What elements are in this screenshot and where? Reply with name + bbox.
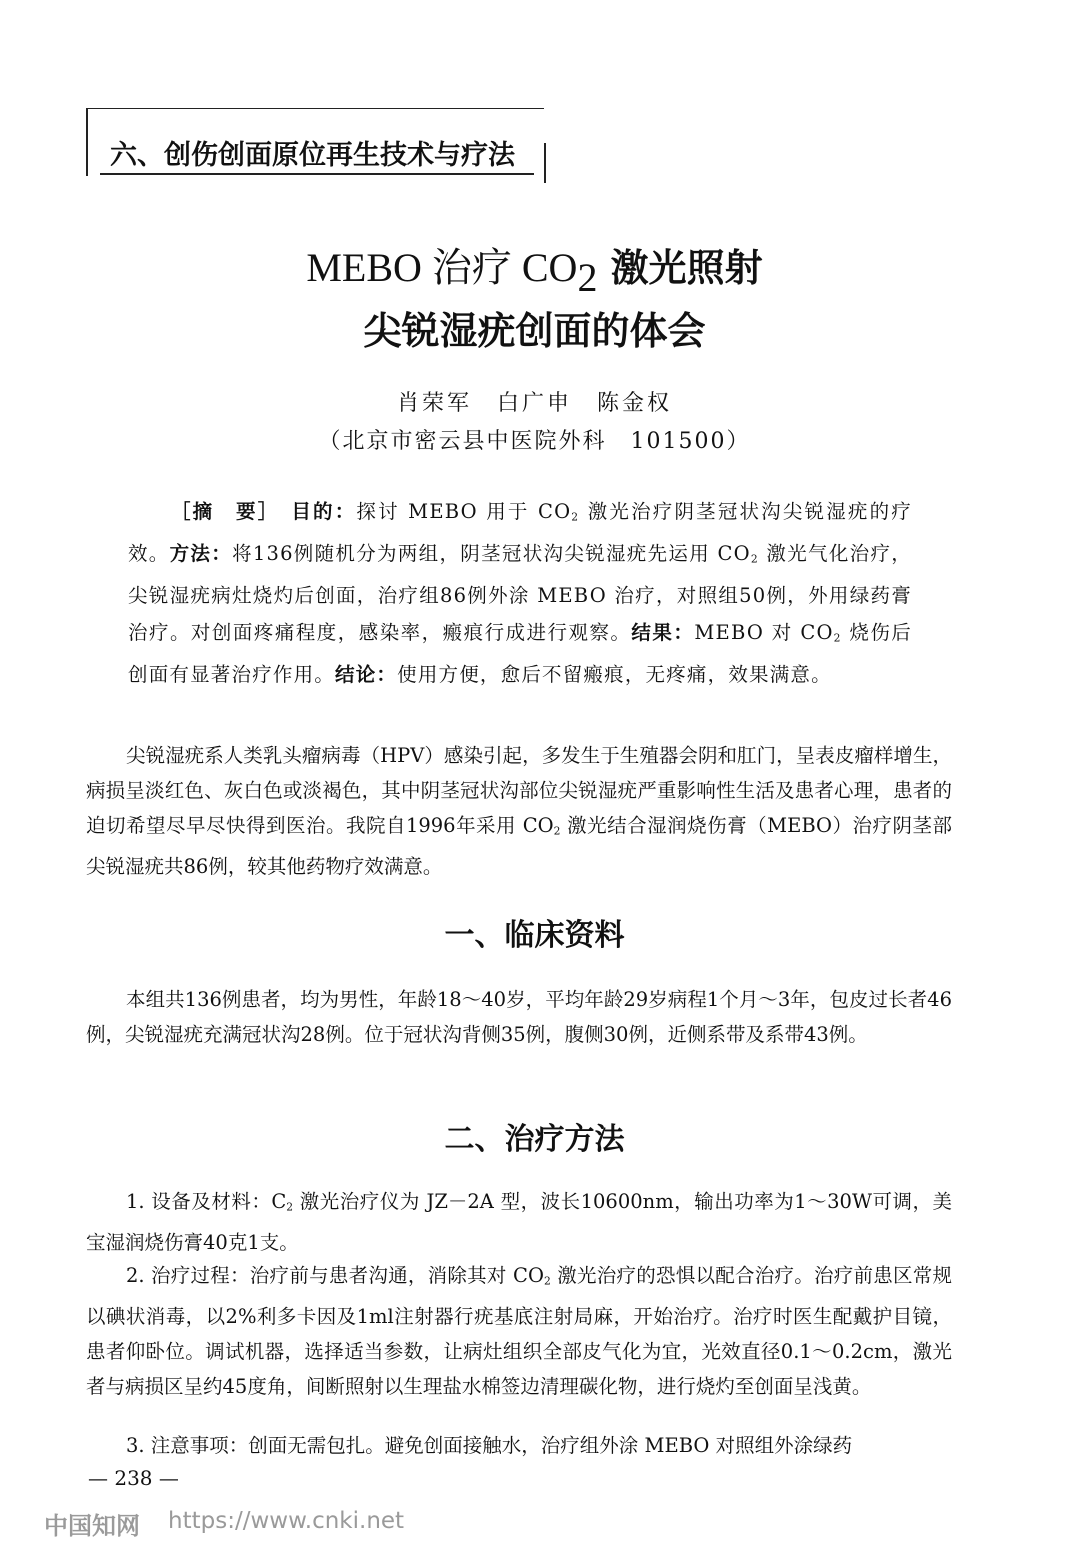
section2-item1 bbox=[86, 1184, 952, 1260]
title-subscript: 2 bbox=[577, 255, 598, 300]
method-text-b: 激光气化治疗，尖锐湿疣病灶烧灼后创面，治疗组86例外涂 MEBO 治疗，对照组50例，外用绿药膏治疗。对创面疼痛程度，感染率，瘢痕行成进行观察。 bbox=[128, 542, 912, 644]
method-label: 方法： bbox=[169, 542, 233, 566]
section2-item3 bbox=[86, 1428, 952, 1464]
objective-label: 目的： bbox=[291, 500, 357, 523]
page-number: — 238 — bbox=[88, 1466, 179, 1490]
abstract-label: ［摘 要］ bbox=[170, 500, 270, 523]
cnki-logo: 中国知网 bbox=[44, 1512, 140, 1540]
section-banner bbox=[86, 108, 544, 176]
result-label: 结果： bbox=[631, 620, 695, 644]
result-sub: 2 bbox=[833, 631, 842, 645]
conclusion-text: 使用方便，愈后不留瘢痕，无疼痛，效果满意。 bbox=[397, 663, 832, 687]
section1-text: 本组共136例患者，均为男性，年龄18～40岁，平均年龄29岁病程1个月～3年，包皮过长者46例，尖锐湿疣充满冠状沟28例。位于冠状沟背侧35例，腹侧30例，近侧系带及系带43例。 bbox=[86, 988, 952, 1046]
title-prefix: MEBO 治疗 CO bbox=[306, 245, 578, 290]
item1-text-b: 激光治疗仪为 JZ－2A 型，波长10600nm，输出功率为1～30W可调，美宝湿润烧伤膏40克1支。 bbox=[86, 1190, 952, 1254]
objective-text-b: 激光治疗阴茎冠状沟尖锐湿疣的疗效。 bbox=[128, 500, 912, 566]
objective-text-a: 探讨 MEBO 用于 CO bbox=[356, 500, 572, 523]
result-text-b: 烧伤后创面有显著治疗作用。 bbox=[128, 620, 913, 687]
cnki-url[interactable]: https://www.cnki.net bbox=[168, 1508, 405, 1534]
section2-heading: 二、治疗方法 bbox=[444, 1122, 625, 1157]
item3-text: 3. 注意事项：创面无需包扎。避免创面接触水，治疗组外涂 MEBO 对照组外涂绿药 bbox=[126, 1434, 853, 1457]
conclusion-label: 结论： bbox=[335, 663, 398, 687]
section-banner-frame bbox=[100, 133, 534, 175]
intro-sub: 2 bbox=[553, 824, 561, 838]
item1-text-a: 1. 设备及材料：C bbox=[126, 1190, 287, 1213]
title-suffix: 激光照射 bbox=[597, 246, 763, 290]
intro-text-b: 激光结合湿润烧伤膏（MEBO）治疗阴茎部尖锐湿疣共86例，较其他药物疗效满意。 bbox=[86, 814, 952, 878]
section2-item2 bbox=[86, 1258, 952, 1404]
intro-text-a: 尖锐湿疣系人类乳头瘤病毒（HPV）感染引起，多发生于生殖器会阴和肛门，呈表皮瘤样增生，病损呈淡红色、灰白色或淡褐色，其中阴茎冠状沟部位尖锐湿疣严重影响性生活及患者心理，患者的迫切希望尽早尽快得到医治。我院自1996年采用 CO bbox=[86, 744, 952, 837]
abstract bbox=[128, 494, 912, 694]
method-sub: 2 bbox=[750, 552, 759, 566]
affiliation: （北京市密云县中医院外科 101500） bbox=[318, 429, 751, 454]
objective-sub: 2 bbox=[571, 510, 580, 524]
paper-title-line2: 尖锐湿疣创面的体会 bbox=[363, 309, 706, 353]
item2-text-a: 2. 治疗过程：治疗前与患者沟通，消除其对 CO bbox=[126, 1264, 544, 1287]
result-text-a: MEBO 对 CO bbox=[694, 620, 834, 644]
authors: 肖荣军 白广申 陈金权 bbox=[396, 391, 672, 416]
section1-paragraph bbox=[86, 982, 952, 1052]
item1-sub: 2 bbox=[286, 1200, 294, 1214]
method-text-a: 将136例随机分为两组，阴茎冠状沟尖锐湿疣先运用 CO bbox=[232, 542, 751, 566]
section-banner-text: 六、创伤创面原位再生技术与疗法 bbox=[110, 140, 515, 171]
section1-heading: 一、临床资料 bbox=[444, 918, 625, 953]
item2-sub: 2 bbox=[543, 1274, 551, 1288]
item2-text-b: 激光治疗的恐惧以配合治疗。治疗前患区常规以碘状消毒，以2%利多卡因及1ml注射器行疣基底注射局麻，开始治疗。治疗时医生配戴护目镜，患者仰卧位。调试机器，选择适当参数，让病灶组织全部皮气化为宜，光效直径0.1～0.2cm，激光者与病损区呈约45度角，间断照射以生理盐水棉签边清理碳化物，进行烧灼至创面呈浅黄。 bbox=[86, 1264, 952, 1398]
paper-title-line1 bbox=[0, 236, 1069, 301]
intro-paragraph bbox=[86, 738, 952, 884]
